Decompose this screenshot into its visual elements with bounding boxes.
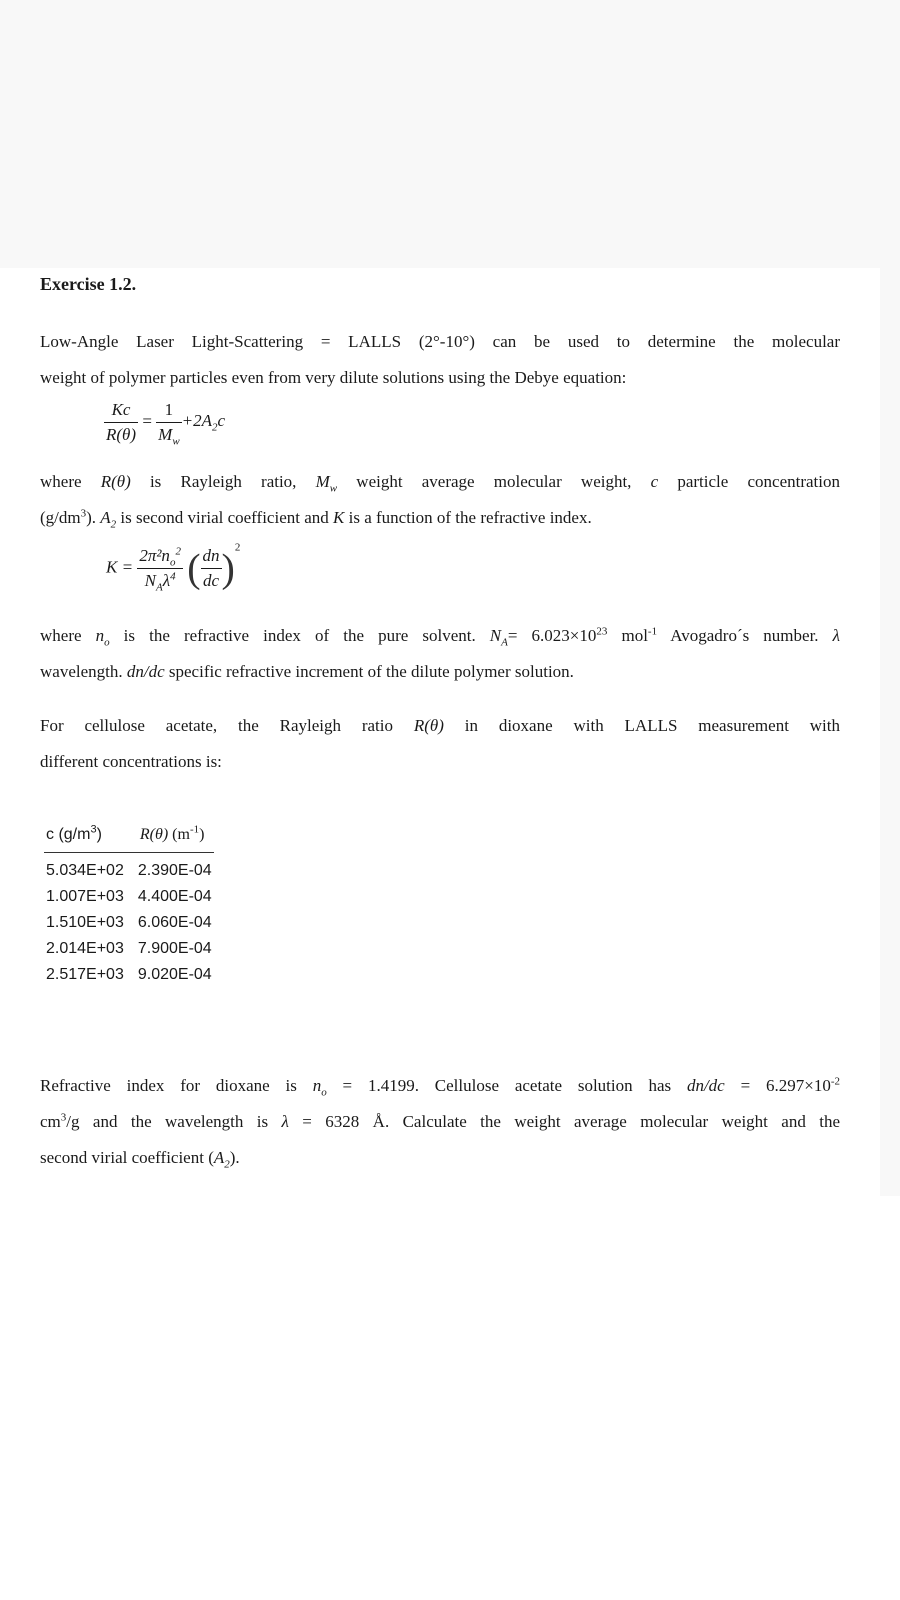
where1-p4: particle concentration xyxy=(658,472,840,491)
cell-concentration: 2.014E+03 xyxy=(46,940,124,957)
where1-k: K xyxy=(333,508,345,527)
table-row xyxy=(44,853,214,885)
debye-mw-sub: w xyxy=(172,435,180,448)
final-p6: = 6328 Å. Calculate the weight average molecular weight and the xyxy=(288,1112,840,1131)
where1-r-theta: R(θ) xyxy=(100,472,131,491)
where1-c: c xyxy=(650,472,659,491)
k-num-sup: 2 xyxy=(175,545,181,558)
intro-line-1: Low-Angle Laser Light-Scattering = LALLS (2°-10°) can be used to determine the molecular xyxy=(40,332,840,351)
final-p3-sup: -2 xyxy=(830,1075,840,1088)
header-c-tail: ) xyxy=(96,826,102,843)
final-lambda: λ xyxy=(281,1112,289,1131)
debye-lhs-denominator: R(θ) xyxy=(106,425,137,444)
final-p5: /g and the wavelength is xyxy=(66,1112,282,1131)
k-numerator xyxy=(137,546,183,569)
where2-p5: Avogadro´s number. xyxy=(657,626,833,645)
final-a2-sub: 2 xyxy=(224,1158,230,1171)
where2-na: N xyxy=(489,626,502,645)
cellulose-paragraph xyxy=(40,708,840,780)
final-p8: ). xyxy=(229,1148,240,1167)
debye-lhs-numerator: Kc xyxy=(104,400,138,423)
final-paragraph xyxy=(40,1068,840,1176)
where2-dndc: dn/dc xyxy=(126,662,165,681)
where2-p4-sup: -1 xyxy=(647,625,658,638)
cellulose-p1: For cellulose acetate, the Rayleigh ratio xyxy=(40,716,414,735)
where-paragraph-2 xyxy=(40,618,840,690)
intro-paragraph xyxy=(40,324,840,396)
where1-mw-sub: w xyxy=(329,482,338,495)
table-row xyxy=(44,910,214,936)
debye-rhs-denominator xyxy=(156,423,182,448)
final-no: n xyxy=(312,1076,322,1095)
cellulose-line-1 xyxy=(40,708,840,744)
final-p3: = 6.297×10 xyxy=(724,1076,831,1095)
where1-line-2 xyxy=(40,507,592,531)
final-line-2 xyxy=(40,1104,840,1140)
where2-p2: is the refractive index of the pure solvent. xyxy=(109,626,490,645)
debye-equals: = xyxy=(142,411,152,431)
cell-rayleigh: 4.400E-04 xyxy=(137,888,212,905)
where2-line-2 xyxy=(40,662,574,681)
cell-rayleigh: 7.900E-04 xyxy=(137,940,212,957)
k-paren-denominator: dc xyxy=(202,571,220,590)
k-den-sub: A xyxy=(155,581,163,594)
where1-p1: where xyxy=(40,472,101,491)
header-c-text: c (g/m xyxy=(46,826,91,843)
debye-plus-term-text: +2A xyxy=(181,411,213,431)
final-p4-sup: 3 xyxy=(60,1111,67,1124)
cell-rayleigh: 2.390E-04 xyxy=(137,862,212,879)
cellulose-r-theta: R(θ) xyxy=(413,716,444,735)
header-r-tail: ) xyxy=(199,826,205,843)
cellulose-p2: in dioxane with LALLS measurement with xyxy=(443,716,840,735)
debye-plus-term-sub: 2 xyxy=(212,421,218,434)
k-power: 2 xyxy=(234,541,241,554)
exercise-page xyxy=(0,268,880,1196)
k-left-paren: ( xyxy=(187,545,201,591)
where2-line-1 xyxy=(40,618,840,654)
cell-concentration: 1.510E+03 xyxy=(46,914,124,931)
final-dndc: dn/dc xyxy=(686,1076,725,1095)
where1-mw: M xyxy=(315,472,330,491)
where-paragraph-1 xyxy=(40,464,840,536)
where1-line-1 xyxy=(40,464,840,500)
intro-line-2: weight of polymer particles even from very dilute solutions using the Debye equation: xyxy=(40,368,627,387)
final-p4: cm xyxy=(40,1112,61,1131)
final-no-sub: o xyxy=(321,1086,327,1099)
final-a2: A xyxy=(213,1148,225,1167)
where1-a2: A xyxy=(100,508,111,527)
exercise-title: Exercise 1.2. xyxy=(40,274,137,294)
where2-no: n xyxy=(95,626,105,645)
k-den-lambda: λ xyxy=(162,571,171,590)
debye-equation xyxy=(104,400,226,448)
k-equation-lhs: K = xyxy=(106,557,134,577)
cell-concentration: 1.007E+03 xyxy=(46,888,124,905)
header-r-text: R(θ) xyxy=(139,826,169,843)
where2-p6: wavelength. xyxy=(40,662,127,681)
where2-p7: specific refractive increment of the dilute polymer solution. xyxy=(164,662,574,681)
k-denominator xyxy=(137,569,183,594)
table-row xyxy=(44,962,214,988)
where1-a2-sub: 2 xyxy=(110,518,117,531)
k-num-text: 2π²n xyxy=(139,546,170,565)
where1-p5: (g/dm xyxy=(40,508,81,527)
final-p1: Refractive index for dioxane is xyxy=(40,1076,313,1095)
debye-lhs-fraction xyxy=(104,400,138,445)
where1-p3: weight average molecular weight, xyxy=(337,472,651,491)
cell-rayleigh: 9.020E-04 xyxy=(137,966,212,983)
table-header-rayleigh xyxy=(126,823,214,853)
k-main-fraction xyxy=(137,545,183,594)
cell-rayleigh: 6.060E-04 xyxy=(137,914,212,931)
header-r-unit: (m xyxy=(168,826,190,843)
debye-rhs-numerator: 1 xyxy=(156,400,182,423)
table-row xyxy=(44,936,214,962)
k-equation xyxy=(106,541,241,594)
header-r-sup: -1 xyxy=(189,823,200,836)
header-c-sup: 3 xyxy=(90,823,97,836)
table-header-row xyxy=(44,826,214,853)
where2-p1: where xyxy=(40,626,96,645)
where1-p7: is second virial coefficient and xyxy=(116,508,334,527)
lower-blank-area xyxy=(0,1196,900,1600)
final-p2: = 1.4199. Cellulose acetate solution has xyxy=(326,1076,687,1095)
k-num-sub: o xyxy=(169,556,176,569)
where2-p3: = 6.023×10 xyxy=(507,626,597,645)
cell-concentration: 5.034E+02 xyxy=(46,862,124,879)
k-den-text: N xyxy=(144,571,156,590)
rayleigh-data-table xyxy=(44,823,214,988)
debye-rhs-fraction xyxy=(156,400,182,448)
final-line-3 xyxy=(40,1148,240,1171)
k-right-paren: ) xyxy=(221,545,235,591)
debye-plus-term-tail: c xyxy=(217,411,226,431)
table-header-concentration xyxy=(44,823,126,853)
table-row xyxy=(44,884,214,910)
where1-p8: is a function of the refractive index. xyxy=(344,508,592,527)
where2-p4: mol xyxy=(607,626,648,645)
where2-na-sub: A xyxy=(501,636,508,649)
where1-p6: ). xyxy=(86,508,101,527)
final-p7: second virial coefficient ( xyxy=(40,1148,214,1167)
final-line-1 xyxy=(40,1068,840,1104)
where1-p5-sup: 3 xyxy=(80,507,87,520)
k-den-sup: 4 xyxy=(170,570,176,583)
where2-no-sub: o xyxy=(104,636,110,649)
where2-lambda: λ xyxy=(832,626,841,645)
k-paren-numerator: dn xyxy=(201,546,222,569)
debye-mw: M xyxy=(158,425,173,444)
where1-p2: is Rayleigh ratio, xyxy=(130,472,316,491)
k-paren-fraction xyxy=(201,546,222,591)
cellulose-line-2: different concentrations is: xyxy=(40,752,222,771)
cell-concentration: 2.517E+03 xyxy=(46,966,124,983)
where2-p3-sup: 23 xyxy=(596,625,608,638)
debye-plus-term xyxy=(181,411,226,434)
